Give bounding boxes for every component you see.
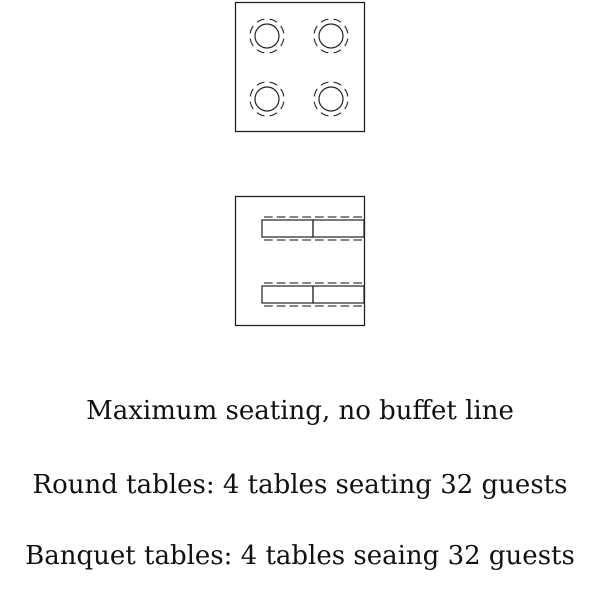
chair xyxy=(257,50,264,53)
banquet-table-4 xyxy=(313,286,364,303)
banquet-table-3 xyxy=(262,286,313,303)
chair xyxy=(314,26,317,33)
chair xyxy=(281,102,284,109)
room-outline xyxy=(236,3,365,132)
round-table-2 xyxy=(319,24,343,48)
chair xyxy=(281,39,284,46)
round-table-4 xyxy=(319,87,343,111)
round-table-3 xyxy=(255,87,279,111)
chair xyxy=(321,82,328,85)
chair xyxy=(345,102,348,109)
banquet-tables-room xyxy=(236,197,365,326)
chair xyxy=(270,19,277,22)
chair xyxy=(270,82,277,85)
banquet-table-2 xyxy=(313,220,364,237)
chair xyxy=(345,26,348,33)
chair xyxy=(281,89,284,96)
chair xyxy=(250,39,253,46)
chair xyxy=(345,89,348,96)
banquet-tables-caption: Banquet tables: 4 tables seaing 32 guests xyxy=(25,541,575,571)
round-tables-room xyxy=(236,3,365,132)
chair xyxy=(281,26,284,33)
chair xyxy=(270,113,277,116)
chair xyxy=(250,102,253,109)
layout-summary-caption: Maximum seating, no buffet line xyxy=(86,396,514,426)
chair xyxy=(334,82,341,85)
chair xyxy=(250,26,253,33)
chair xyxy=(257,19,264,22)
chair xyxy=(257,113,264,116)
chair xyxy=(321,113,328,116)
chair xyxy=(345,39,348,46)
chair xyxy=(334,19,341,22)
chair xyxy=(321,19,328,22)
chair xyxy=(270,50,277,53)
chair xyxy=(321,50,328,53)
chair xyxy=(334,113,341,116)
round-table-1 xyxy=(255,24,279,48)
chair xyxy=(314,102,317,109)
chair xyxy=(314,89,317,96)
chair xyxy=(250,89,253,96)
round-tables-caption: Round tables: 4 tables seating 32 guests xyxy=(32,470,568,500)
chair xyxy=(334,50,341,53)
banquet-table-1 xyxy=(262,220,313,237)
chair xyxy=(314,39,317,46)
chair xyxy=(257,82,264,85)
